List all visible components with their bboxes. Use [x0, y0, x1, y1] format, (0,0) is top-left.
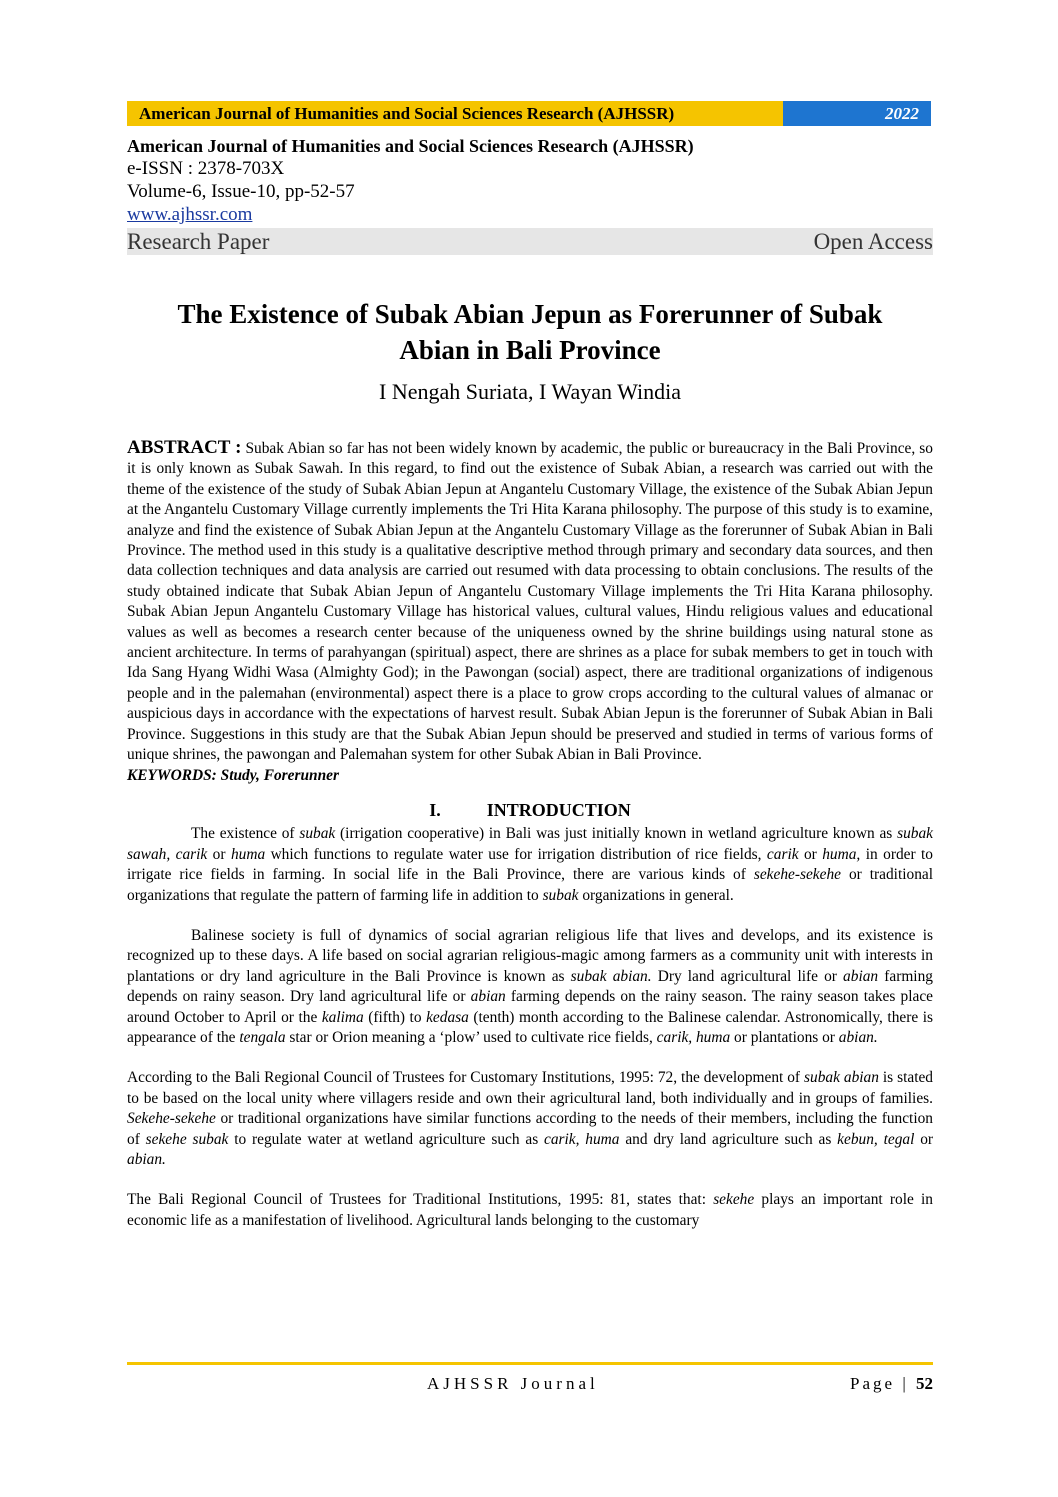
text: plays an important role in economic life as a manifestation of livelihood. Agricultural lands belonging to the customary [127, 1191, 933, 1229]
footer-rule [127, 1362, 933, 1365]
italic-term: carik, huma [656, 1028, 731, 1046]
italic-term: sekehe [713, 1191, 755, 1209]
text: (tenth) month according to the Balinese calendar. Astronomically, there is appearance of the [127, 1008, 934, 1046]
text: or traditional organizations have similar functions according to the needs of their members, including the function of [127, 1110, 933, 1148]
text: or [798, 845, 823, 863]
paper-title-line-1: The Existence of Subak Abian Jepun as Forerunner of Subak [177, 299, 883, 329]
journal-title: American Journal of Humanities and Social Sciences Research (AJHSSR) [127, 136, 694, 156]
text: or [914, 1130, 934, 1148]
italic-term: kalima [321, 1008, 364, 1026]
text: or traditional organizations that regulate the pattern of farming life in addition to [127, 866, 933, 904]
text: (irrigation cooperative) in Bali was just initially known in wetland agriculture known as [335, 825, 898, 843]
text: According to the Bali Regional Council of Trustees for Customary Institutions, 1995: 72, the development of [127, 1069, 805, 1087]
journal-meta [127, 135, 933, 255]
running-header-year: 2022 [783, 101, 931, 126]
section-number: I. [429, 799, 441, 820]
running-header-journal: American Journal of Humanities and Social Sciences Research (AJHSSR) [127, 101, 783, 126]
page-label: Page | [850, 1374, 909, 1393]
italic-term: subak abian. [570, 967, 652, 985]
text: is stated to be based on the local unity where villagers reside and own their agricultural land, both individually and in groups of families. [127, 1069, 933, 1107]
paragraph-2 [127, 926, 933, 1048]
section-title: INTRODUCTION [486, 799, 631, 820]
italic-term: tengala [239, 1028, 286, 1046]
text: Dry land agricultural life or [651, 967, 844, 985]
text: or plantations or [730, 1028, 839, 1046]
italic-term: carik [766, 845, 799, 863]
paragraph-4 [127, 1190, 933, 1231]
italic-term: sekehe subak [145, 1130, 229, 1148]
paper-type-band [127, 228, 933, 255]
italic-term: carik, huma [544, 1130, 620, 1148]
text: (fifth) to [363, 1008, 427, 1026]
italic-term: subak sawah, carik [127, 825, 933, 863]
italic-term: huma [230, 845, 266, 863]
italic-term: abian. [838, 1028, 878, 1046]
abstract [127, 438, 933, 766]
italic-term: huma, [822, 845, 861, 863]
text: Balinese society is full of dynamics of social agrarian religious life that lives and develops, and its existence is recognized up to these days. A life based on social agrarian religious-magic among farmers as a community unit with interests in plantations or dry land agriculture in the Bali Province is known as [127, 926, 933, 985]
section-heading [127, 800, 933, 820]
page-number: 52 [916, 1374, 933, 1393]
footer-page [850, 1374, 933, 1394]
abstract-text: Subak Abian so far has not been widely known by academic, the public or bureaucracy in the Bali Province, so it is only known as Subak Sawah. In this regard, to find out the existence of Subak Abian, a research was carried out with the theme of the existence of the study of Subak Abian Jepun at Angantelu Customary Village, the existence of the Subak Abian Jepun at the Angantelu Customary Village currently implements the Tri Hita Karana philosophy. The purpose of this study is to examine, analyze and find the existence of Subak Abian Jepun at the Angantelu Customary Village as the forerunner of Subak Abian in Bali Province. The method used in this study is a qualitative descriptive method through primary and secondary data sources, and then data collection techniques and data analysis are carried out resumed with data processing to obtain conclusions. The results of the study obtained indicate that Subak Abian Jepun of Angantelu Customary Village implements the Tri Hita Karana philosophy. Subak Abian Jepun Angantelu Customary Village has historical values, cultural values, Hindu religious values and educational values as well as becomes a research center because of the uniqueness owned by the shrine buildings using natural stone as ancient architecture. In terms of parahyangan (spiritual) aspect, there are shrines as a place for subak members to get in touch with Ida Sang Hyang Widhi Wasa (Almighty God); in the Pawongan (social) aspect, there are traditional organizations of indigenous people and in the palemahan (environmental) aspect there is a place to grow crops according to the cultural values of almanac or auspicious days in accordance with the expectations of harvest result. Subak Abian Jepun is the forerunner of Subak Abian in Bali Province. Suggestions in this study are that the Subak Abian Jepun should be preserved and studied in terms of various forms of unique shrines, the pawongan and Palemahan system for other Subak Abian in Bali Province. [127, 440, 933, 764]
access-type: Open Access [813, 228, 933, 254]
volume-issue: Volume-6, Issue-10, pp-52-57 [127, 181, 355, 202]
italic-term: abian [843, 967, 879, 985]
text: or [207, 845, 231, 863]
italic-term: subak abian [804, 1069, 879, 1087]
italic-term: sekehe-sekehe [753, 866, 841, 884]
italic-term: kedasa [426, 1008, 469, 1026]
paper-body [127, 438, 933, 1231]
paper-title [127, 296, 933, 368]
italic-term: Sekehe-sekehe [127, 1110, 216, 1128]
issn: e-ISSN : 2378-703X [127, 158, 285, 179]
keywords: KEYWORDS: Study, Forerunner [127, 766, 339, 784]
paragraph-3 [127, 1068, 933, 1170]
text: The Bali Regional Council of Trustees for Traditional Institutions, 1995: 81, states that: [127, 1191, 714, 1209]
authors: I Nengah Suriata, I Wayan Windia [379, 379, 681, 404]
italic-term: abian. [127, 1151, 166, 1168]
paragraph-1 [127, 824, 933, 906]
italic-term: abian [470, 988, 506, 1006]
text: The existence of [191, 825, 300, 843]
text: farming depends on the rainy season. The rainy season takes place around October to April or the [127, 988, 933, 1026]
footer-journal: AJHSSR Journal [427, 1374, 599, 1393]
text: which functions to regulate water use for irrigation distribution of rice fields, [265, 845, 767, 863]
text: farming depends on rainy season. Dry land agricultural life or [127, 967, 933, 1006]
italic-term: kebun, tegal [837, 1130, 915, 1148]
italic-term: subak [542, 886, 579, 904]
italic-term: subak [299, 825, 336, 843]
text: and dry land agriculture such as [619, 1130, 838, 1148]
journal-website-link[interactable]: www.ajhssr.com [127, 204, 253, 225]
paper-title-line-2: Abian in Bali Province [399, 335, 661, 365]
text: organizations in general. [578, 886, 734, 904]
running-header [127, 101, 931, 126]
text: in order to irrigate rice fields in farming. In social life in the Bali Province, there are various kinds of [127, 845, 933, 884]
text: star or Orion meaning a ‘plow’ used to cultivate rice fields, [285, 1028, 657, 1046]
paper-type: Research Paper [127, 228, 270, 254]
text: to regulate water at wetland agriculture such as [228, 1130, 544, 1148]
abstract-label: ABSTRACT : [127, 437, 242, 458]
